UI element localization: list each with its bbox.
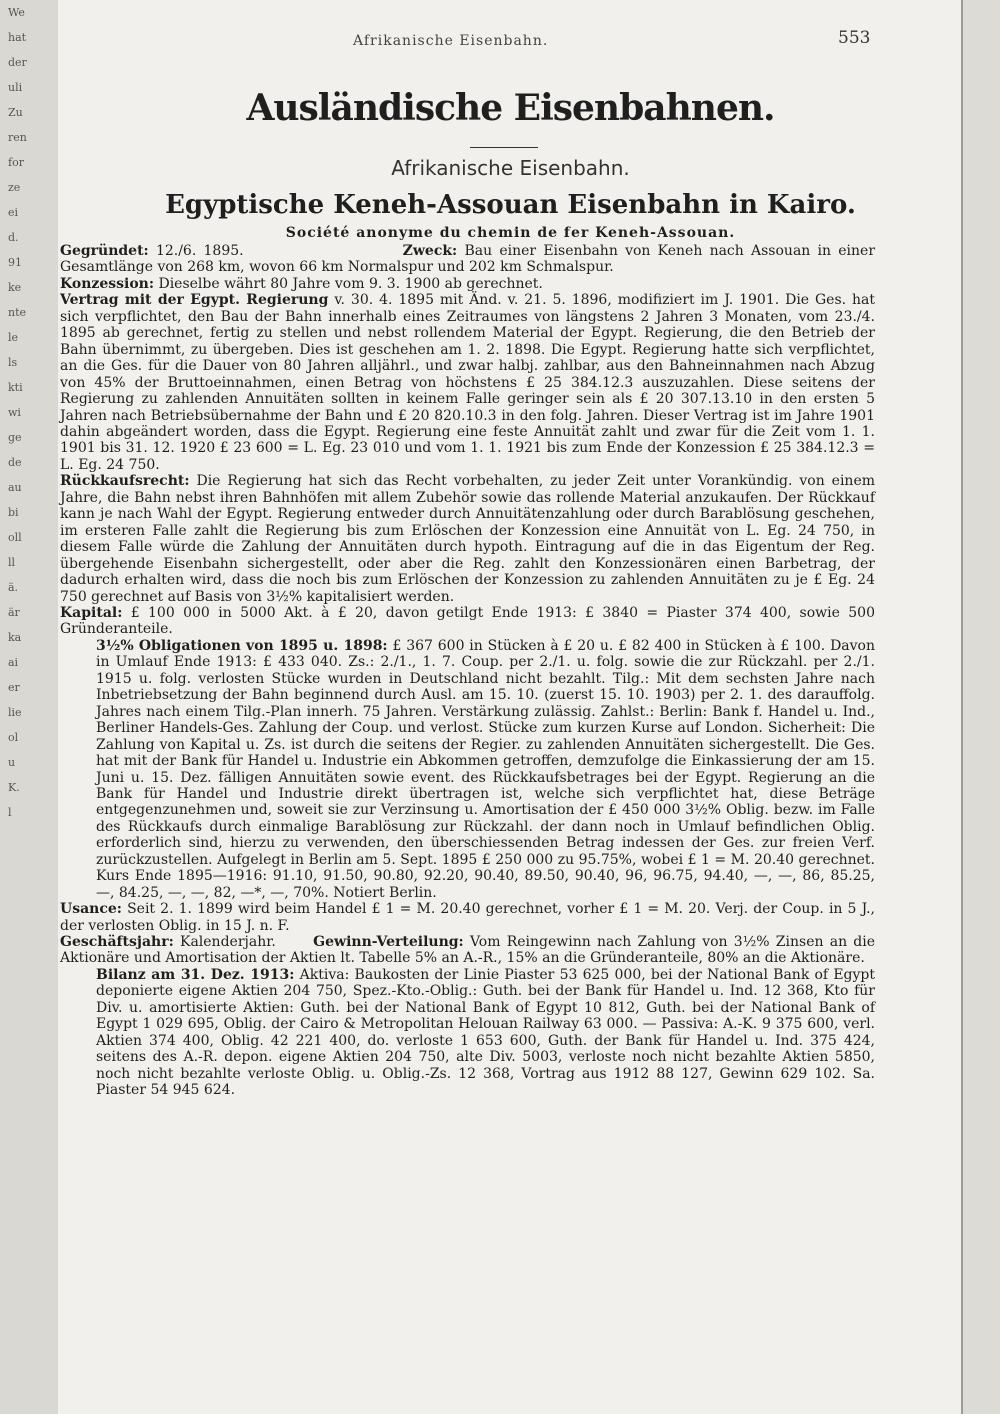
running-head: Afrikanische Eisenbahn. (353, 33, 549, 49)
page-title: Ausländische Eisenbahnen. (246, 87, 775, 129)
margin-fragment: oll (8, 531, 22, 544)
margin-fragment: ll (8, 556, 16, 569)
text-founded: 12./6. 1895. (155, 243, 244, 259)
margin-fragment: ei (8, 206, 19, 219)
label-purpose: Zweck: (402, 243, 458, 259)
margin-fragment: lie (8, 706, 22, 719)
label-profit-distribution: Gewinn-Verteilung: (313, 934, 464, 951)
text-bonds: £ 367 600 in Stücken à £ 20 u. £ 82 400 in Stücken à £ 100. Davon in Umlauf Ende 1913: £ 433 040. Zs.: 2./1., 1. 7. Coup. per 2./1. u. folg. sowie die zur Rückzahl. per 2./1. 1915 u. folg. verlosten Stücke wurden in Deutschland nicht bezahlt. Tilg.: Mit dem sechsten Jahre nach Inbetriebsetzung der Bahn beginnend durch Ausl. am 15. 10. (zuerst 15. 10. 1903) per 2. 1. des darauffolg. Jahres nach einem Tilg.-Plan innerh. 75 Jahren. Verstärkung zulässig. Zahlst.: Berlin: Bank f. Handel u. Ind., Berliner Handels-Ges. Zahlung der Coup. und verlost. Stücke zum kurzen Kurse auf London. Sicherheit: Die Zahlung von Kapital u. Zs. ist durch die seitens der Regier. zu zahlenden Annuitäten sichergestellt. Die Ges. hat mit der Bank für Handel u. Industrie ein Abkommen getroffen, demzufolge die Einkassierung der am 15. Juni u. 15. Dez. fälligen Annuitäten sowie event. des Rückkaufsbetrages bei der Egypt. Regierung an die Bank für Handel und Industrie direkt übertragen ist, welche sich verpflichtet hat, diese Beträge entgegenzunehmen und, soweit sie zur Verzinsung u. Amortisation der £ 450 000 3½% Oblig. bezw. im Falle des Rückkaufs durch einmalige Barablösung zur Rückzahl. der dann noch in Umlauf befindlichen Oblig. erforderlich sind, hierzu zu verwenden, den überschiessenden Betrag indessen der Ges. zur freien Verf. zurückzustellen. Aufgelegt in Berlin am 5. Sept. 1895 £ 250 000 zu 95.75%, wobei £ 1 = M. 20.40 gerechnet. Kurs Ende 1895—1916: 91.10, 91.50, 90.80, 92.20, 90.40, 89.50, 90.40, 96, 96.75, 94.40, —, —, 86, 85.25, —, 84.25, —, —, 82, —*, —, 70%. Notiert Berlin. (96, 637, 876, 901)
margin-fragment: K. (8, 781, 20, 794)
label-fiscal-year: Geschäftsjahr: (60, 934, 174, 951)
margin-fragment: hat (8, 31, 27, 44)
margin-fragment: kti (8, 381, 23, 394)
text-fiscal-year: Kalenderjahr. (179, 934, 276, 951)
paragraph-founded (60, 243, 875, 276)
document-page (58, 0, 963, 1414)
margin-fragment: ä. (8, 581, 19, 594)
margin-fragment: le (8, 331, 19, 344)
margin-fragment: wi (8, 406, 21, 419)
label-founded: Gegründet: (60, 243, 149, 259)
margin-fragment: ge (8, 431, 22, 444)
margin-fragment: är (8, 606, 20, 619)
text-balance: Aktiva: Baukosten der Linie Piaster 53 625 000, bei der National Bank of Egypt deponierte eigene Aktien 204 750, Spez.-Kto.-Oblig.: Guth. bei der Bank für Handel u. Ind. 12 368, Kto für Div. u. amortisierte Aktien: Guth. bei der National Bank of Egypt 10 812, Guth. bei der National Bank of Egypt 1 029 695, Oblig. der Cairo & Metropolitan Helouan Railway 63 000. — Passiva: A.-K. 9 375 600, verl. Aktien 374 400, Oblig. 42 221 400, do. verloste 1 653 600, Guth. der Bank für Handel u. Ind. 375 424, seitens des A.-R. depon. eigene Aktien 204 750, alte Div. 5003, verloste noch nicht bezahlte Aktien 5850, noch nicht bezahlte verloste Oblig. u. Oblig.-Zs. 12 368, Vortrag aus 1912 88 127, Gewinn 629 102. Sa. Piaster 54 945 624. (96, 966, 876, 1099)
scan-edge (961, 0, 1000, 1414)
margin-fragment: der (8, 56, 27, 69)
margin-fragment: ren (8, 131, 27, 144)
margin-fragment: for (8, 156, 24, 169)
label-balance: Bilanz am 31. Dez. 1913: (96, 966, 295, 983)
paragraph-usance (60, 901, 875, 934)
label-usance: Usance: (60, 901, 122, 918)
text-purpose: Bau einer Eisenbahn von Keneh nach Assouan in einer Gesamtlänge von 268 km, wovon 66 km Normalspur und 202 km Schmalspur. (60, 243, 876, 276)
margin-fragment: Zu (8, 106, 23, 119)
label-buyback: Rückkaufsrecht: (60, 473, 190, 490)
company-name-french: Société anonyme du chemin de fer Keneh-Assouan. (285, 225, 736, 241)
text-buyback: Die Regierung hat sich das Recht vorbehalten, zu jeder Zeit unter Vorankündig. von einem Jahre, die Bahn nebst ihren Bahnhöfen mit allem Zubehör sowie das rollende Material anzukaufen. Der Rückkauf kann je nach Wahl der Egypt. Regierung entweder durch Annuitätenzahlung oder durch Barablösung geschehen, im ersteren Falle zahlt die Regierung bis zum Erlöschen der Konzession eine Annuität von L. Eg. 24 750, in diesem Falle würde die Zahlung der Annuitäten durch hypoth. Eintragung auf die in das Eigentum der Reg. übergehende Eisenbahn sichergestellt, oder aber die Reg. zahlt den Konzessionären einen Barbetrag, der dadurch erhalten wird, dass die noch bis zum Erlöschen der Konzession zu zahlenden Annuitäten zu je £ Eg. 24 750 gerechnet auf Basis von 3½% kapitalisiert werden. (60, 473, 876, 605)
margin-fragment: nte (8, 306, 27, 319)
paragraph-bonds (60, 638, 875, 901)
margin-fragment: ol (8, 731, 19, 744)
text-usance: Seit 2. 1. 1899 wird beim Handel £ 1 = M. 20.40 gerechnet, vorher £ 1 = M. 20. Verj. der Coup. in 5 J., der verlosten Oblig. in 15 J. n. F. (60, 901, 875, 934)
page-number: 553 (838, 28, 871, 48)
company-name: Egyptische Keneh-Assouan Eisenbahn in Kairo. (165, 190, 856, 220)
label-capital: Kapital: (60, 604, 123, 621)
text-contract: v. 30. 4. 1895 mit Änd. v. 21. 5. 1896, modifiziert im J. 1901. Die Ges. hat sich verpflichtet, den Bau der Bahn innerhalb eines Zeitraumes von längstens 2 Jahren 3 Monaten, vom 23./4. 1895 ab gerechnet, fertig zu stellen und nebst rollendem Material der Egypt. Regierung, die den Betrieb der Bahn übernimmt, zu übergeben. Dies ist geschehen am 1. 2. 1898. Die Egypt. Regierung hatte sich verpflichtet, an die Ges. für die Dauer von 80 Jahren alljährl., und zwar halbj. zahlbar, aus den Bahneinnahmen nach Abzug von 45% der Bruttoeinnahmen, einen Betrag von höchstens £ 25 384.12.3 auszuzahlen. Diese seitens der Regierung zu zahlenden Annuitäten sollten in keinem Falle geringer sein als £ 20 307.13.10 in den ersten 5 Jahren nach Betriebsübernahme der Bahn und £ 20 820.10.3 in den folg. Jahren. Dieser Vertrag ist im Jahre 1901 dahin abgeändert worden, dass die Egypt. Regierung eine feste Annuität zahlt und zwar für die Zeit vom 1. 1. 1901 bis 31. 12. 1920 £ 23 600 = L. Eg. 23 010 und vom 1. 1. 1921 bis zum Ende der Konzession £ 25 384.12.3 = L. Eg. 24 750. (60, 292, 876, 473)
margin-fragment: au (8, 481, 22, 494)
margin-fragment: ke (8, 281, 22, 294)
text-capital: £ 100 000 in 5000 Akt. à £ 20, davon getilgt Ende 1913: £ 3840 = Piaster 374 400, sowie 500 Gründeranteile. (60, 604, 875, 638)
adjacent-page-edge (0, 0, 60, 1414)
paragraph-capital (60, 605, 875, 638)
paragraph-concession (60, 276, 875, 292)
margin-fragment: u (8, 756, 16, 769)
label-concession: Konzession: (60, 275, 155, 292)
margin-fragment: ls (8, 356, 18, 369)
margin-fragment: We (8, 6, 25, 19)
paragraph-buyback (60, 473, 875, 605)
paragraph-contract (60, 292, 875, 473)
text-profit-distribution: Vom Reingewinn nach Zahlung von 3½% Zinsen an die Aktionäre und Amortisation der Aktien lt. Tabelle 5% an A.-R., 15% an die Gründeranteile, 80% an die Aktionäre. (60, 934, 876, 967)
title-divider (470, 147, 538, 148)
margin-fragment: bi (8, 506, 19, 519)
label-bonds: 3½% Obligationen von 1895 u. 1898: (96, 637, 388, 654)
margin-fragment: d. (8, 231, 19, 244)
margin-fragment: de (8, 456, 22, 469)
margin-fragment: 91 (8, 256, 22, 269)
margin-fragment: ka (8, 631, 22, 644)
margin-fragment: l (8, 806, 12, 819)
article-body (60, 243, 875, 1099)
label-contract: Vertrag mit der Egypt. Regierung (60, 292, 329, 309)
margin-fragment: ze (8, 181, 21, 194)
text-concession: Dieselbe währt 80 Jahre vom 9. 3. 1900 ab gerechnet. (158, 275, 543, 292)
section-subtitle: Afrikanische Eisenbahn. (391, 156, 630, 180)
paragraph-balance (60, 967, 875, 1099)
margin-fragment: ai (8, 656, 19, 669)
margin-fragment: uli (8, 81, 23, 94)
paragraph-fiscal-profit (60, 934, 875, 967)
margin-fragment: er (8, 681, 20, 694)
